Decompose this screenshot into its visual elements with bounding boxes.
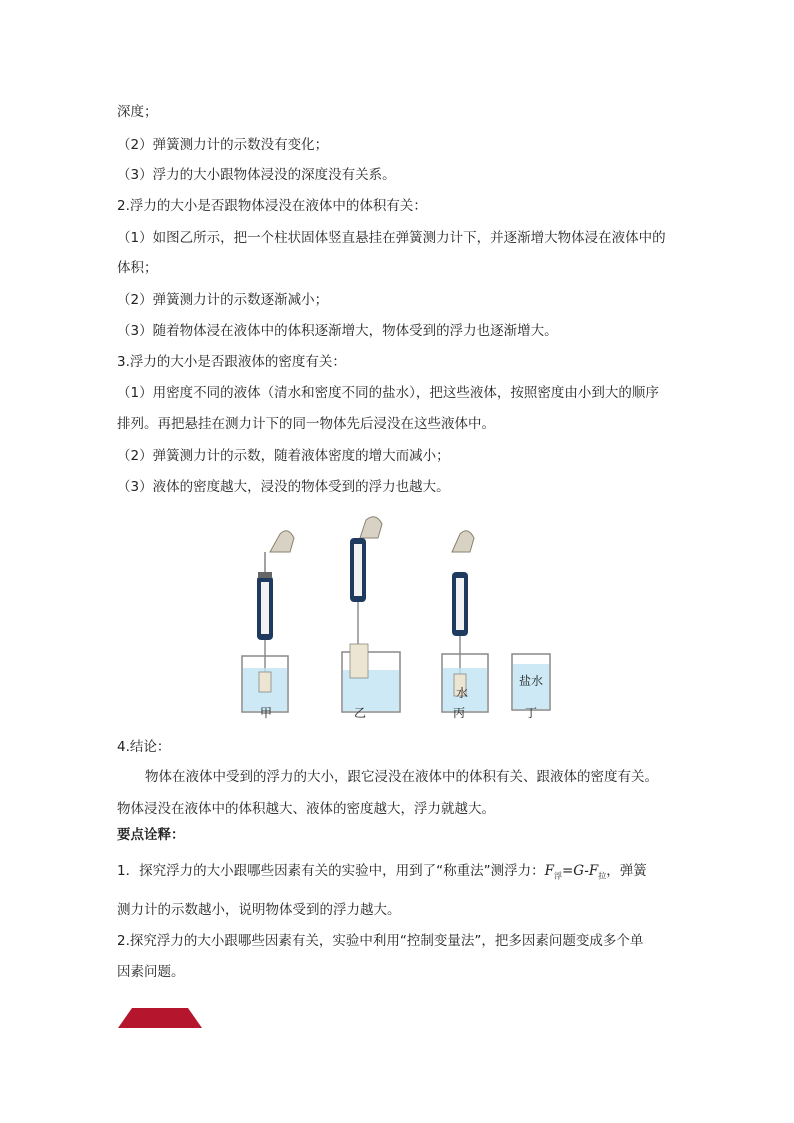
text-line: （3）液体的密度越大，浸没的物体受到的浮力也越大。 bbox=[117, 479, 450, 495]
text-line: 因素问题。 bbox=[117, 964, 185, 980]
text-line: 排列。再把悬挂在测力计下的同一物体先后浸没在这些液体中。 bbox=[117, 416, 495, 432]
text-line: （2）弹簧测力计的示数逐渐减小； bbox=[117, 292, 329, 308]
experiment-figure bbox=[230, 508, 570, 723]
text-segment: ，弹簧 bbox=[606, 863, 647, 879]
figure-label-jia: 甲 bbox=[260, 706, 273, 720]
key-points-heading: 要点诠释： bbox=[117, 827, 185, 843]
text-line: （3）浮力的大小跟物体浸没的深度没有关系。 bbox=[117, 167, 396, 183]
text-segment: 1．探究浮力的大小跟哪些因素有关的实验中，用到了“称重法”测浮力： bbox=[117, 863, 545, 879]
figure-label-bing: 丙 bbox=[453, 706, 466, 720]
spring-scale-bing bbox=[442, 531, 488, 712]
text-line: （3）随着物体浸在液体中的体积逐渐增大，物体受到的浮力也逐渐增大。 bbox=[117, 323, 558, 339]
text-line: （2）弹簧测力计的示数，随着液体密度的增大而减小； bbox=[117, 448, 450, 464]
text-line: 体积； bbox=[117, 260, 158, 276]
spring-scale-jia bbox=[242, 531, 294, 712]
text-line: 测力计的示数越小，说明物体受到的浮力越大。 bbox=[117, 902, 401, 918]
buoyancy-formula: $F_浮=G-F_拉$ bbox=[544, 863, 607, 881]
text-line: 2.探究浮力的大小跟哪些因素有关，实验中利用“控制变量法”，把多因素问题变成多个单 bbox=[117, 933, 644, 949]
section-heading: 2.浮力的大小是否跟物体浸没在液体中的体积有关： bbox=[117, 198, 427, 214]
decorative-parallelogram bbox=[118, 1008, 202, 1028]
figure-label-ding: 丁 bbox=[525, 706, 538, 720]
section-heading: 4.结论： bbox=[117, 739, 171, 755]
liquid-label-salt: 盐水 bbox=[519, 674, 544, 688]
text-line: 深度； bbox=[117, 104, 158, 120]
text-line: （1）用密度不同的液体（清水和密度不同的盐水），把这些液体，按照密度由小到大的顺序 bbox=[117, 385, 659, 401]
liquid-label-water: 水 bbox=[456, 686, 469, 700]
text-line: （2）弹簧测力计的示数没有变化； bbox=[117, 137, 329, 153]
text-line bbox=[117, 861, 647, 887]
text-line: 物体在液体中受到的浮力的大小，跟它浸没在液体中的体积有关、跟液体的密度有关。 bbox=[145, 769, 658, 785]
text-line: 物体浸没在液体中的体积越大、液体的密度越大，浮力就越大。 bbox=[117, 801, 495, 817]
section-heading: 3.浮力的大小是否跟液体的密度有关： bbox=[117, 354, 346, 370]
spring-scale-yi bbox=[342, 517, 400, 712]
text-line: （1）如图乙所示，把一个柱状固体竖直悬挂在弹簧测力计下，并逐渐增大物体浸在液体中的 bbox=[117, 230, 666, 246]
figure-label-yi: 乙 bbox=[354, 706, 367, 720]
